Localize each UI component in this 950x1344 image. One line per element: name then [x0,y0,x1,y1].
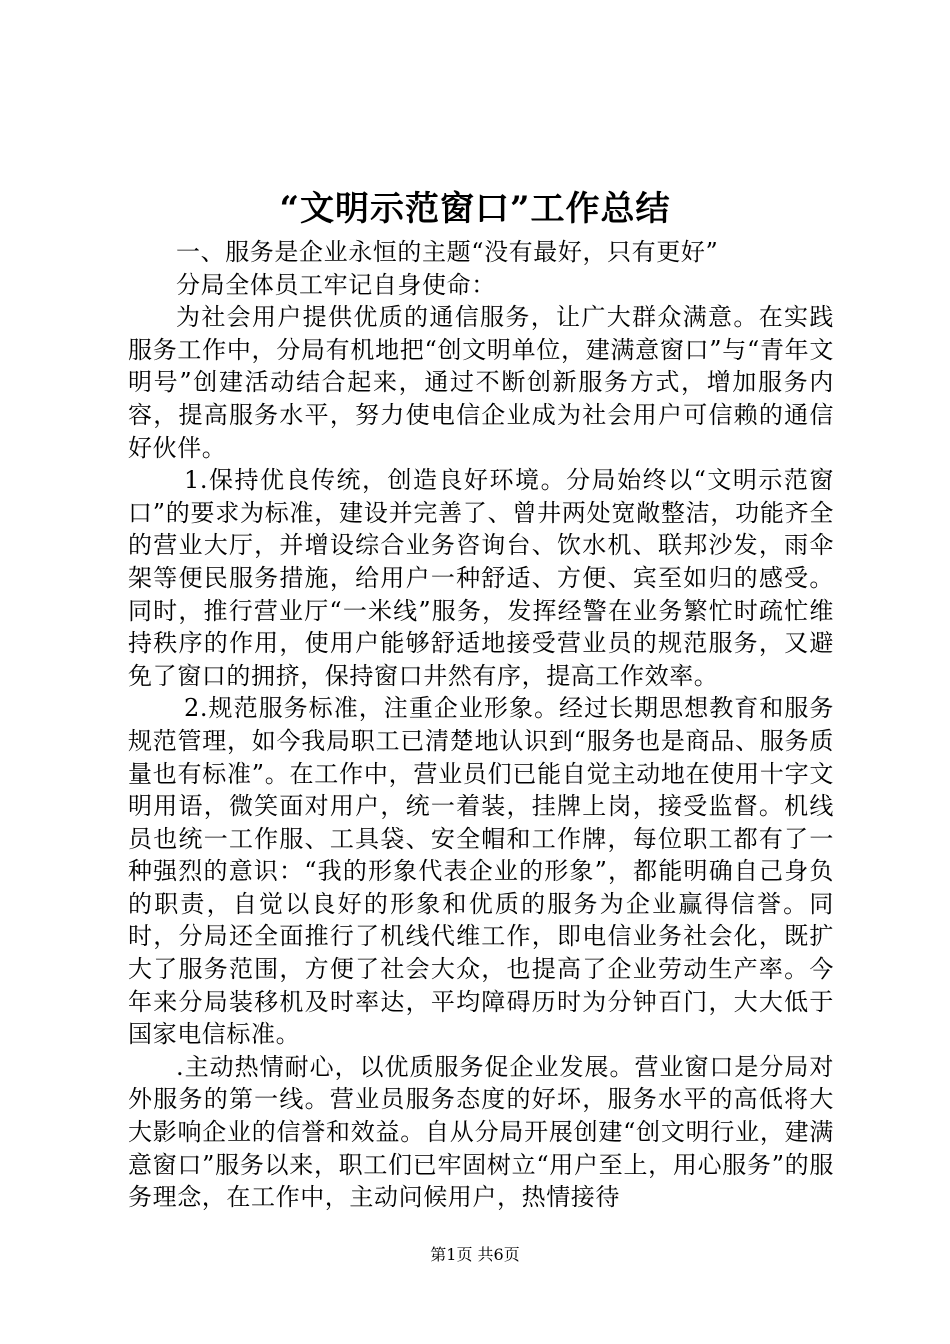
paragraph-point-1: 1.保持优良传统，创造良好环境。分局始终以“文明示范窗口”的要求为标准，建设并完善了、曾井两处宽敞整洁，功能齐全的营业大厅，并增设综合业务咨询台、饮水机、联邦沙发，雨伞架等便民服务措施，给用户一种舒适、方便、宾至如归的感受。同时，推行营业厅“一米线”服务，发挥经警在业务繁忙时疏忙维持秩序的作用，使用户能够舒适地接受营业员的规范服务，又避免了窗口的拥挤，保持窗口井然有序，提高工作效率。 [128,466,834,690]
paragraph-mission: 为社会用户提供优质的通信服务，让广大群众满意。在实践服务工作中，分局有机地把“创文明单位，建满意窗口”与“青年文明号”创建活动结合起来，通过不断创新服务方式，增加服务内容，提高服务水平，努力使电信企业成为社会用户可信赖的通信好伙伴。 [128,303,834,462]
paragraph-point-2: 2.规范服务标准，注重企业形象。经过长期思想教育和服务规范管理，如今我局职工已清楚地认识到“服务也是商品、服务质量也有标准”。在工作中，营业员们已能自觉主动地在使用十字文明用语，微笑面对用户，统一着装，挂牌上岗，接受监督。机线员也统一工作服、工具袋、安全帽和工作牌，每位职工都有了一种强烈的意识：“我的形象代表企业的形象”，都能明确自己身负的职责，自觉以良好的形象和优质的服务为企业赢得信誉。同时，分局还全面推行了机线代维工作，即电信业务社会化，既扩大了服务范围，方便了社会大众，也提高了企业劳动生产率。今年来分局装移机及时率达，平均障碍历时为分钟百门，大大低于国家电信标准。 [128,694,834,1049]
paragraph-mission-intro: 分局全体员工牢记自身使命： [176,270,496,299]
paragraph-point-3: .主动热情耐心，以优质服务促企业发展。营业窗口是分局对外服务的第一线。营业员服务态度的好坏，服务水平的高低将大大影响企业的信誉和效益。自从分局开展创建“创文明行业，建满意窗口”服务以来，职工们已牢固树立“用户至上，用心服务”的服务理念，在工作中，主动问候用户，热情接待 [128,1052,834,1212]
document-title: “文明示范窗口”工作总结 [279,189,671,229]
section-heading-1: 一、服务是企业永恒的主题“没有最好，只有更好” [176,238,719,266]
document-body [128,236,834,1214]
page-number-footer: 第1页 共6页 [430,1245,520,1264]
